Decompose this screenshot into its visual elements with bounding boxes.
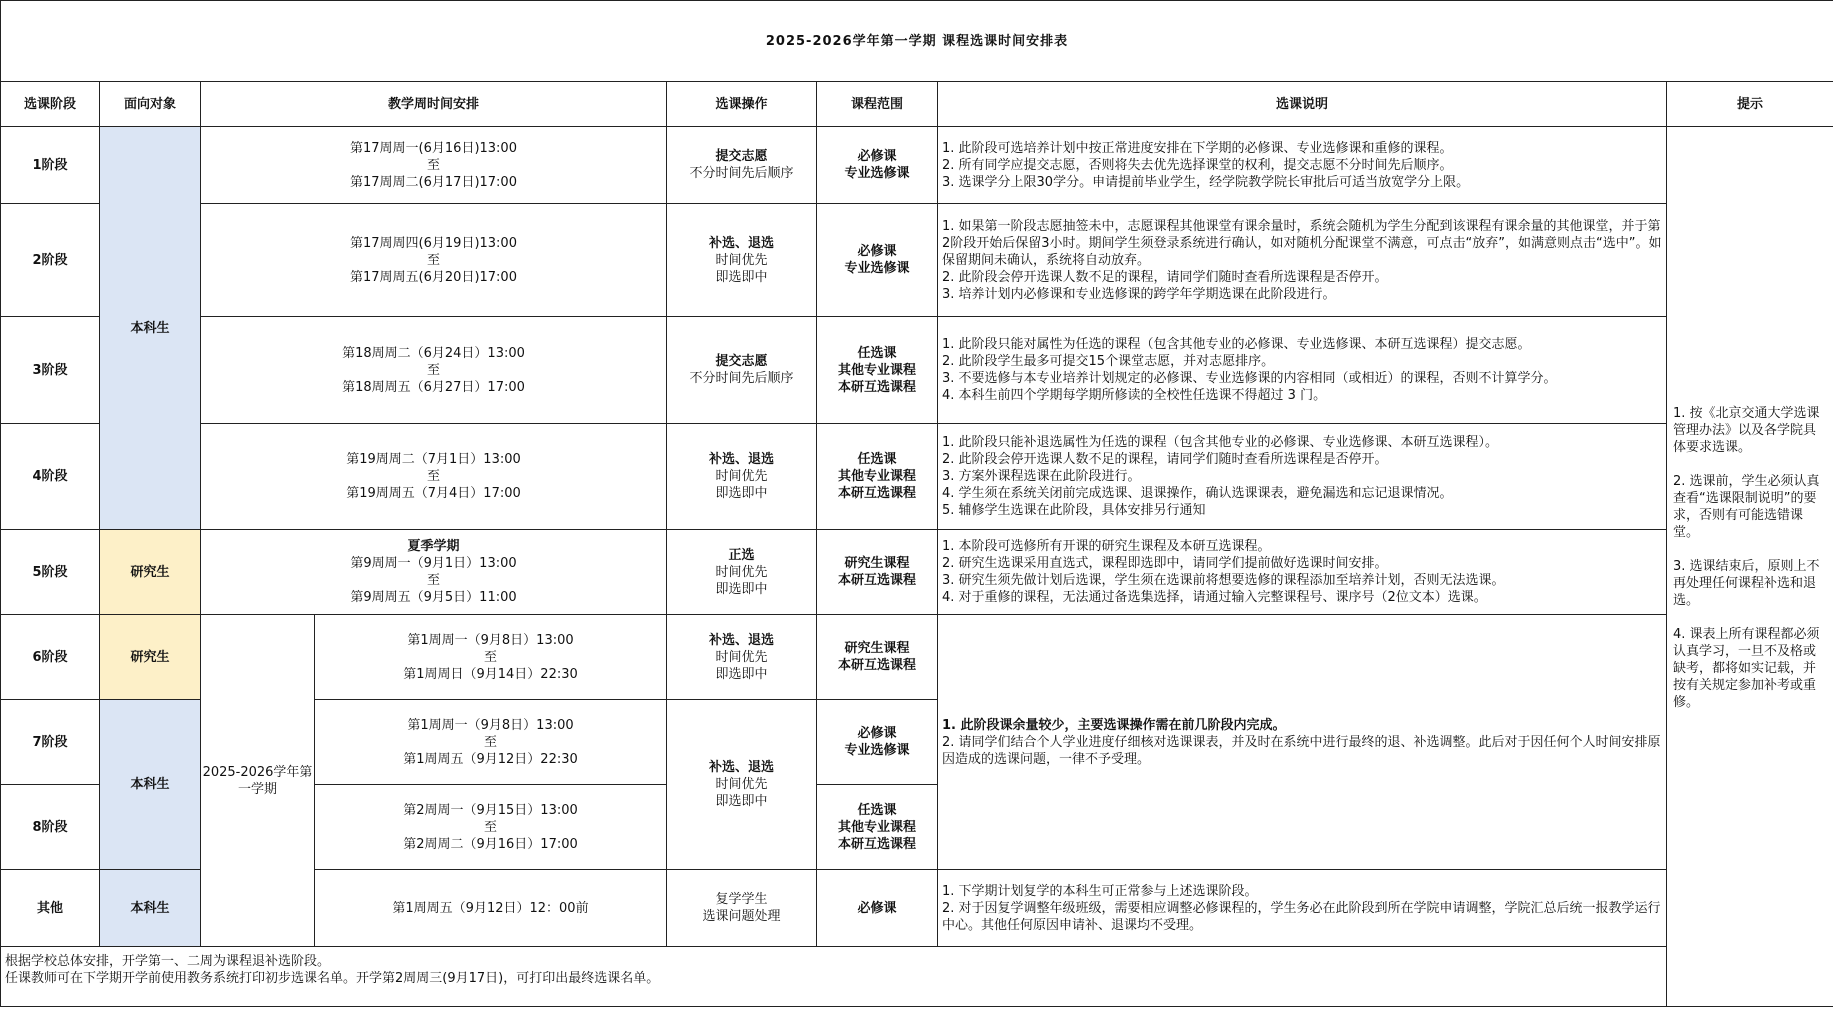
course-scope: 研究生课程 本研互选课程 xyxy=(817,615,938,700)
header-operation: 选课操作 xyxy=(667,82,817,127)
course-scope: 任选课 其他专业课程 本研互选课程 xyxy=(817,317,938,424)
stage-notes: 1. 此阶段只能对属性为任选的课程（包含其他专业的必修课、专业选修课、本研互选课程）提交志愿。 2. 此阶段学生最多可提交15个课堂志愿，并对志愿排序。 3. 不要选修与本专业培养计划规定的必修课、专业选修课的内容相同（或相近）的课程，否则不计算学分。 4. 本科生前四个学期每学期所修读的全校性任选课不得超过 3 门。 xyxy=(938,317,1667,424)
stage-notes: 1. 此阶段只能补退选属性为任选的课程（包含其他专业的必修课、专业选修课、本研互选课程）。 2. 此阶段会停开选课人数不足的课程，请同学们随时查看所选课程是否停开。 3. 方案外课程选课在此阶段进行。 4. 学生须在系统关闭前完成选课、退课操作，确认选课课表，避免漏选和忘记退课情况。 5. 辅修学生选课在此阶段，具体安排另行通知 xyxy=(938,424,1667,530)
operation: 提交志愿 不分时间先后顺序 xyxy=(667,127,817,204)
stage-label: 8阶段 xyxy=(1,785,100,870)
footer-row xyxy=(1,947,1833,1007)
table-row xyxy=(1,127,1833,204)
stage-label: 2阶段 xyxy=(1,204,100,317)
header-audience: 面向对象 xyxy=(100,82,201,127)
footer-notes: 根据学校总体安排，开学第一、二周为课程退补选阶段。 任课教师可在下学期开学前使用教务系统打印初步选课名单。开学第2周周三(9月17日)，可打印出最终选课名单。 xyxy=(1,947,1667,1007)
operation: 复学学生 选课问题处理 xyxy=(667,870,817,947)
time-range: 第1周周五（9月12日）12：00前 xyxy=(315,870,667,947)
operation: 提交志愿 不分时间先后顺序 xyxy=(667,317,817,424)
audience-grad: 研究生 xyxy=(100,615,201,700)
stage-label: 4阶段 xyxy=(1,424,100,530)
time-range: 第17周周一(6月16日)13:00 至 第17周周二(6月17日)17:00 xyxy=(201,127,667,204)
table-row xyxy=(1,424,1833,530)
time-range: 第17周周四(6月19日)13:00 至 第17周周五(6月20日)17:00 xyxy=(201,204,667,317)
time-range: 第1周周一（9月8日）13:00 至 第1周周五（9月12日）22:30 xyxy=(315,700,667,785)
stage-notes: 1. 如果第一阶段志愿抽签未中，志愿课程其他课堂有课余量时，系统会随机为学生分配到该课程有课余量的其他课堂，并于第2阶段开始后保留3小时。期间学生须登录系统进行确认，如对随机分配课堂不满意，可点击“放弃”，如满意则点击“选中”。如保留期间未确认，系统将自动放弃。 2. 此阶段会停开选课人数不足的课程，请同学们随时查看所选课程是否停开。 3. 培养计划内必修课和专业选修课的跨学年学期选课在此阶段进行。 xyxy=(938,204,1667,317)
header-row xyxy=(1,82,1833,127)
header-week-time: 教学周时间安排 xyxy=(201,82,667,127)
semester-label: 2025-2026学年第一学期 xyxy=(201,615,315,947)
stage-notes: 1. 下学期计划复学的本科生可正常参与上述选课阶段。 2. 对于因复学调整年级班级，需要相应调整必修课程的，学生务必在此阶段到所在学院申请调整，学院汇总后统一报教学运行中心。其他任何原因申请补、退课均不受理。 xyxy=(938,870,1667,947)
table-row xyxy=(1,204,1833,317)
page-title: 2025-2026学年第一学期 课程选课时间安排表 xyxy=(1,1,1833,82)
course-scope: 必修课 专业选修课 xyxy=(817,127,938,204)
course-scope: 任选课 其他专业课程 本研互选课程 xyxy=(817,785,938,870)
table-row xyxy=(1,317,1833,424)
audience-undergrad: 本科生 xyxy=(100,700,201,870)
operation: 补选、退选 时间优先 即选即中 xyxy=(667,204,817,317)
operation: 补选、退选 时间优先 即选即中 xyxy=(667,424,817,530)
stage-label: 其他 xyxy=(1,870,100,947)
audience-undergrad: 本科生 xyxy=(100,127,201,530)
table-row xyxy=(1,615,1833,700)
time-range: 第1周周一（9月8日）13:00 至 第1周周日（9月14日）22:30 xyxy=(315,615,667,700)
stage-label: 1阶段 xyxy=(1,127,100,204)
time-range: 第19周周二（7月1日）13:00 至 第19周周五（7月4日）17:00 xyxy=(201,424,667,530)
stage-label: 3阶段 xyxy=(1,317,100,424)
audience-undergrad: 本科生 xyxy=(100,870,201,947)
stage-notes: 1. 此阶段可选培养计划中按正常进度安排在下学期的必修课、专业选修课和重修的课程。 2. 所有同学应提交志愿，否则将失去优先选择课堂的权利，提交志愿不分时间先后顺序。 3. 选课学分上限30学分。申请提前毕业学生，经学院教学院长审批后可适当放宽学分上限。 xyxy=(938,127,1667,204)
operation: 正选 时间优先 即选即中 xyxy=(667,530,817,615)
title-row xyxy=(1,1,1833,82)
header-stage: 选课阶段 xyxy=(1,82,100,127)
course-scope: 研究生课程 本研互选课程 xyxy=(817,530,938,615)
time-range: 第2周周一（9月15日）13:00 至 第2周周二（9月16日）17:00 xyxy=(315,785,667,870)
operation: 补选、退选 时间优先 即选即中 xyxy=(667,700,817,870)
tips-panel: 1. 按《北京交通大学选课管理办法》以及各学院具体要求选课。 2. 选课前，学生必须认真查看“选课限制说明”的要求，否则有可能选错课堂。 3. 选课结束后，原则上不再处理任何课程补选和退选。 4. 课表上所有课程都必须认真学习，一旦不及格或缺考，都将如实记载，并按有关规定参加补考或重修。 xyxy=(1667,127,1833,1007)
time-range: 第18周周二（6月24日）13:00 至 第18周周五（6月27日）17:00 xyxy=(201,317,667,424)
stage-label: 5阶段 xyxy=(1,530,100,615)
stage-notes: 1. 此阶段课余量较少，主要选课操作需在前几阶段内完成。 2. 请同学们结合个人学业进度仔细核对选课课表，并及时在系统中进行最终的退、补选调整。此后对于因任何个人时间安排原因造成的选课问题，一律不予受理。 xyxy=(938,615,1667,870)
course-scope: 必修课 专业选修课 xyxy=(817,204,938,317)
stage-notes: 1. 本阶段可选修所有开课的研究生课程及本研互选课程。 2. 研究生选课采用直选式，课程即选即中，请同学们提前做好选课时间安排。 3. 研究生须先做计划后选课，学生须在选课前将想要选修的课程添加至培养计划，否则无法选课。 4. 对于重修的课程，无法通过备选集选择，请通过输入完整课程号、课序号（2位文本）选课。 xyxy=(938,530,1667,615)
header-tips: 提示 xyxy=(1667,82,1833,127)
course-scope: 必修课 xyxy=(817,870,938,947)
header-notes: 选课说明 xyxy=(938,82,1667,127)
audience-grad: 研究生 xyxy=(100,530,201,615)
course-scope: 必修课 专业选修课 xyxy=(817,700,938,785)
operation: 补选、退选 时间优先 即选即中 xyxy=(667,615,817,700)
stage-label: 6阶段 xyxy=(1,615,100,700)
header-scope: 课程范围 xyxy=(817,82,938,127)
time-range: 夏季学期 第9周周一（9月1日）13:00 至 第9周周五（9月5日）11:00 xyxy=(201,530,667,615)
stage-label: 7阶段 xyxy=(1,700,100,785)
table-row xyxy=(1,530,1833,615)
course-scope: 任选课 其他专业课程 本研互选课程 xyxy=(817,424,938,530)
